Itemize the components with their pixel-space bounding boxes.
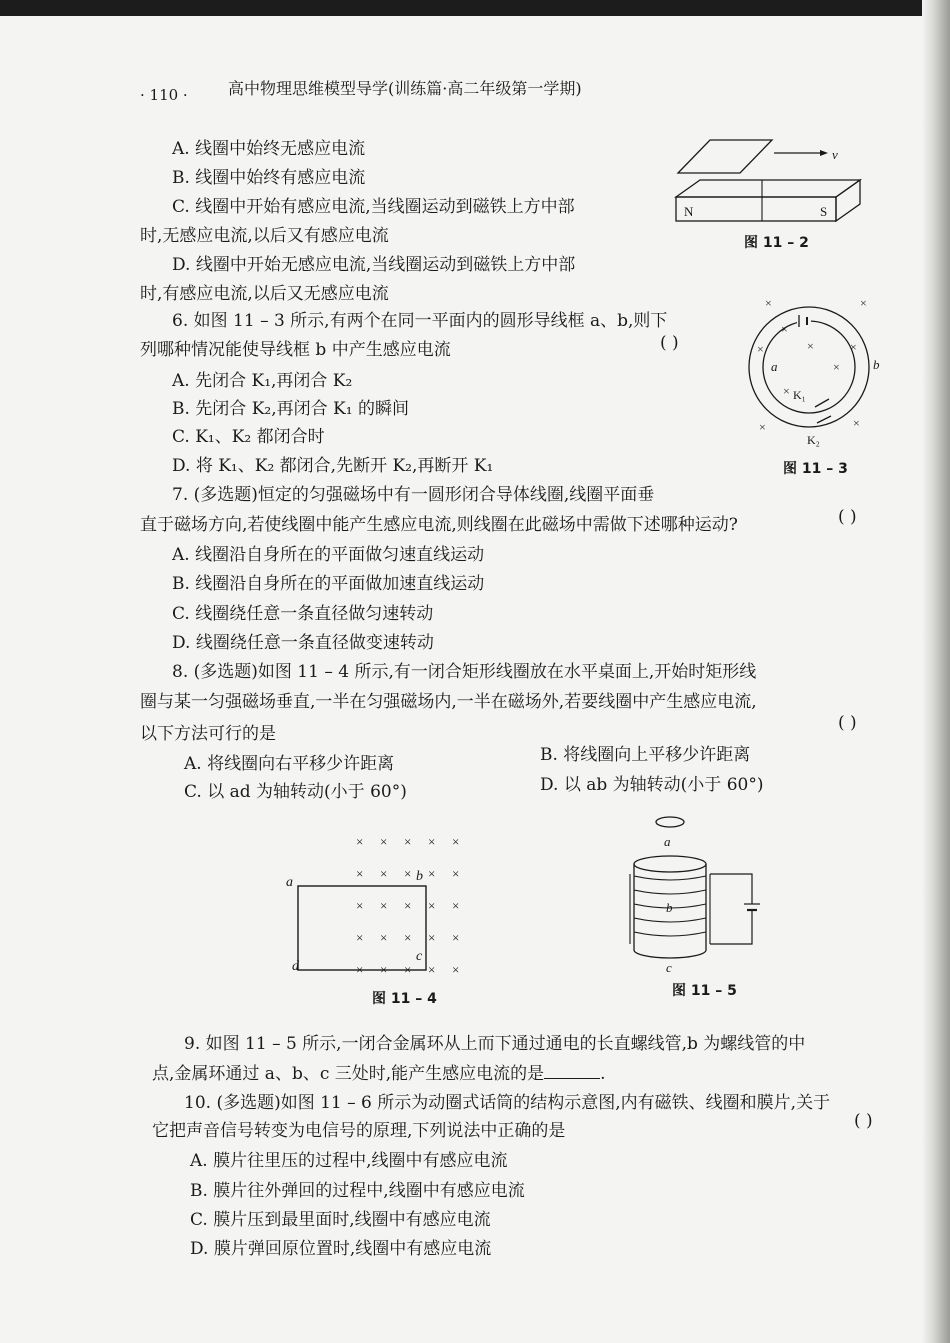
fig11-3-caption: 图 11 – 3	[783, 461, 848, 477]
scan-top-edge	[0, 0, 950, 16]
fig11-3-label-k1: K₁	[793, 388, 806, 402]
fig11-4-caption: 图 11 – 4	[372, 991, 437, 1007]
q6-answer-bracket[interactable]: ( )	[660, 333, 679, 353]
fig11-4-label-b: b	[416, 869, 423, 884]
fig11-4-cross: ×	[452, 898, 460, 913]
fig11-4-cross: ×	[356, 834, 364, 849]
fig11-4-label-c: c	[416, 949, 423, 964]
q8-option-a: A. 将线圈向右平移少许距离	[184, 754, 395, 774]
fig11-4-cross: ×	[380, 930, 388, 945]
fig11-4-cross: ×	[356, 866, 364, 881]
q10-stem-cont: 它把声音信号转变为电信号的原理,下列说法中正确的是	[152, 1121, 566, 1141]
q8-stem-end: 以下方法可行的是	[140, 724, 276, 744]
fig11-4-cross: ×	[428, 866, 436, 881]
q6-stem: 6. 如图 11 – 3 所示,有两个在同一平面内的圆形导线框 a、b,则下	[172, 311, 668, 331]
fig11-3-cross: ×	[850, 340, 857, 354]
q10-answer-bracket[interactable]: ( )	[854, 1111, 873, 1131]
q10-option-d: D. 膜片弹回原位置时,线圈中有感应电流	[190, 1239, 492, 1259]
fig11-4-cross: ×	[452, 866, 460, 881]
fig11-3-label-b: b	[873, 357, 880, 372]
q5-option-d-cont: 时,有感应电流,以后又无感应电流	[140, 284, 389, 304]
q6-option-a: A. 先闭合 K₁,再闭合 K₂	[172, 371, 353, 391]
fig11-2-caption: 图 11 – 2	[744, 235, 809, 251]
fig11-4-label-a: a	[286, 875, 293, 890]
q6-option-d: D. 将 K₁、K₂ 都闭合,先断开 K₂,再断开 K₁	[172, 456, 494, 476]
scan-right-edge	[922, 0, 950, 1343]
q5-option-a: A. 线圈中始终无感应电流	[172, 139, 366, 159]
fig11-4-cross: ×	[356, 962, 364, 977]
fig11-4-cross: ×	[380, 834, 388, 849]
fig11-4-cross: ×	[428, 898, 436, 913]
fig11-4-label-d: d	[292, 959, 299, 974]
fig11-5-label-c: c	[666, 960, 672, 975]
q7-stem-cont: 直于磁场方向,若使线圈中能产生感应电流,则线圈在此磁场中需做下述哪种运动?	[140, 515, 738, 535]
fig11-4-cross: ×	[404, 962, 412, 977]
q9-answer-blank[interactable]	[544, 1062, 600, 1079]
q8-stem: 8. (多选题)如图 11 – 4 所示,有一闭合矩形线圈放在水平桌面上,开始时矩形线	[172, 662, 757, 682]
q6-option-b: B. 先闭合 K₂,再闭合 K₁ 的瞬间	[172, 399, 409, 419]
fig11-4-cross: ×	[356, 898, 364, 913]
q10-stem: 10. (多选题)如图 11 – 6 所示为动圈式话筒的结构示意图,内有磁铁、线圈和膜片,关于	[184, 1093, 831, 1113]
fig11-2-label-s: S	[820, 204, 828, 219]
q9-stem-cont: 点,金属环通过 a、b、c 三处时,能产生感应电流的是 .	[152, 1064, 606, 1084]
fig11-4-cross: ×	[380, 898, 388, 913]
q5-option-d: D. 线圈中开始无感应电流,当线圈运动到磁铁上方中部	[172, 255, 576, 275]
fig11-4-cross: ×	[428, 962, 436, 977]
fig11-4-cross: ×	[404, 866, 412, 881]
fig11-4-cross: ×	[428, 930, 436, 945]
fig11-4-cross: ×	[452, 962, 460, 977]
q7-option-b: B. 线圈沿自身所在的平面做加速直线运动	[172, 574, 485, 594]
q10-option-b: B. 膜片往外弹回的过程中,线圈中有感应电流	[190, 1181, 525, 1201]
fig11-3-cross: ×	[765, 296, 772, 310]
fig11-5-caption: 图 11 – 5	[672, 983, 737, 999]
fig11-3-cross: ×	[853, 416, 860, 430]
q8-answer-bracket[interactable]: ( )	[838, 713, 857, 733]
fig11-3-cross: ×	[860, 296, 867, 310]
fig11-3-cross: ×	[759, 420, 766, 434]
figure-11-3	[745, 295, 880, 455]
q7-stem: 7. (多选题)恒定的匀强磁场中有一圆形闭合导体线圈,线圈平面垂	[172, 485, 655, 505]
q8-option-c: C. 以 ad 为轴转动(小于 60°)	[184, 782, 407, 802]
q6-option-c: C. K₁、K₂ 都闭合时	[172, 427, 325, 447]
fig11-4-cross: ×	[380, 962, 388, 977]
book-title: 高中物理思维模型导学(训练篇·高二年级第一学期)	[228, 79, 582, 98]
fig11-2-label-n: N	[684, 204, 694, 219]
fig11-4-cross: ×	[452, 834, 460, 849]
q7-option-a: A. 线圈沿自身所在的平面做匀速直线运动	[172, 545, 485, 565]
fig11-3-cross: ×	[757, 342, 764, 356]
figure-11-2	[670, 135, 870, 225]
q7-option-d: D. 线圈绕任意一条直径做变速转动	[172, 633, 434, 653]
q8-option-d: D. 以 ab 为轴转动(小于 60°)	[540, 775, 764, 795]
q10-option-c: C. 膜片压到最里面时,线圈中有感应电流	[190, 1210, 491, 1230]
q8-option-b: B. 将线圈向上平移少许距离	[540, 745, 751, 765]
q5-option-c: C. 线圈中开始有感应电流,当线圈运动到磁铁上方中部	[172, 197, 575, 217]
q5-option-b: B. 线圈中始终有感应电流	[172, 168, 366, 188]
fig11-2-label-v: v	[832, 147, 838, 162]
fig11-3-cross: ×	[781, 322, 788, 336]
q7-option-c: C. 线圈绕任意一条直径做匀速转动	[172, 604, 434, 624]
fig11-3-cross: ×	[783, 384, 790, 398]
fig11-4-cross: ×	[404, 834, 412, 849]
q5-option-c-cont: 时,无感应电流,以后又有感应电流	[140, 226, 389, 246]
fig11-5-label-a: a	[664, 834, 671, 849]
fig11-4-cross: ×	[428, 834, 436, 849]
fig11-4-cross: ×	[404, 930, 412, 945]
q6-stem-cont: 列哪种情况能使导线框 b 中产生感应电流	[140, 340, 451, 360]
figure-11-5	[620, 812, 770, 975]
q9-stem: 9. 如图 11 – 5 所示,一闭合金属环从上而下通过通电的长直螺线管,b 为螺线管的中	[184, 1034, 806, 1054]
fig11-3-cross: ×	[833, 360, 840, 374]
fig11-3-label-k2: K₂	[807, 433, 820, 447]
fig11-4-cross: ×	[404, 898, 412, 913]
fig11-3-label-a: a	[771, 359, 778, 374]
fig11-4-cross: ×	[356, 930, 364, 945]
q8-stem-cont: 圈与某一匀强磁场垂直,一半在匀强磁场内,一半在磁场外,若要线圈中产生感应电流,	[140, 692, 757, 712]
fig11-4-cross: ×	[452, 930, 460, 945]
fig11-5-label-b: b	[666, 900, 673, 915]
figure-11-4	[280, 830, 480, 990]
q7-answer-bracket[interactable]: ( )	[838, 507, 857, 527]
q10-option-a: A. 膜片往里压的过程中,线圈中有感应电流	[190, 1151, 508, 1171]
fig11-3-cross: ×	[807, 339, 814, 353]
fig11-4-cross: ×	[380, 866, 388, 881]
page-number: · 110 ·	[140, 86, 188, 104]
